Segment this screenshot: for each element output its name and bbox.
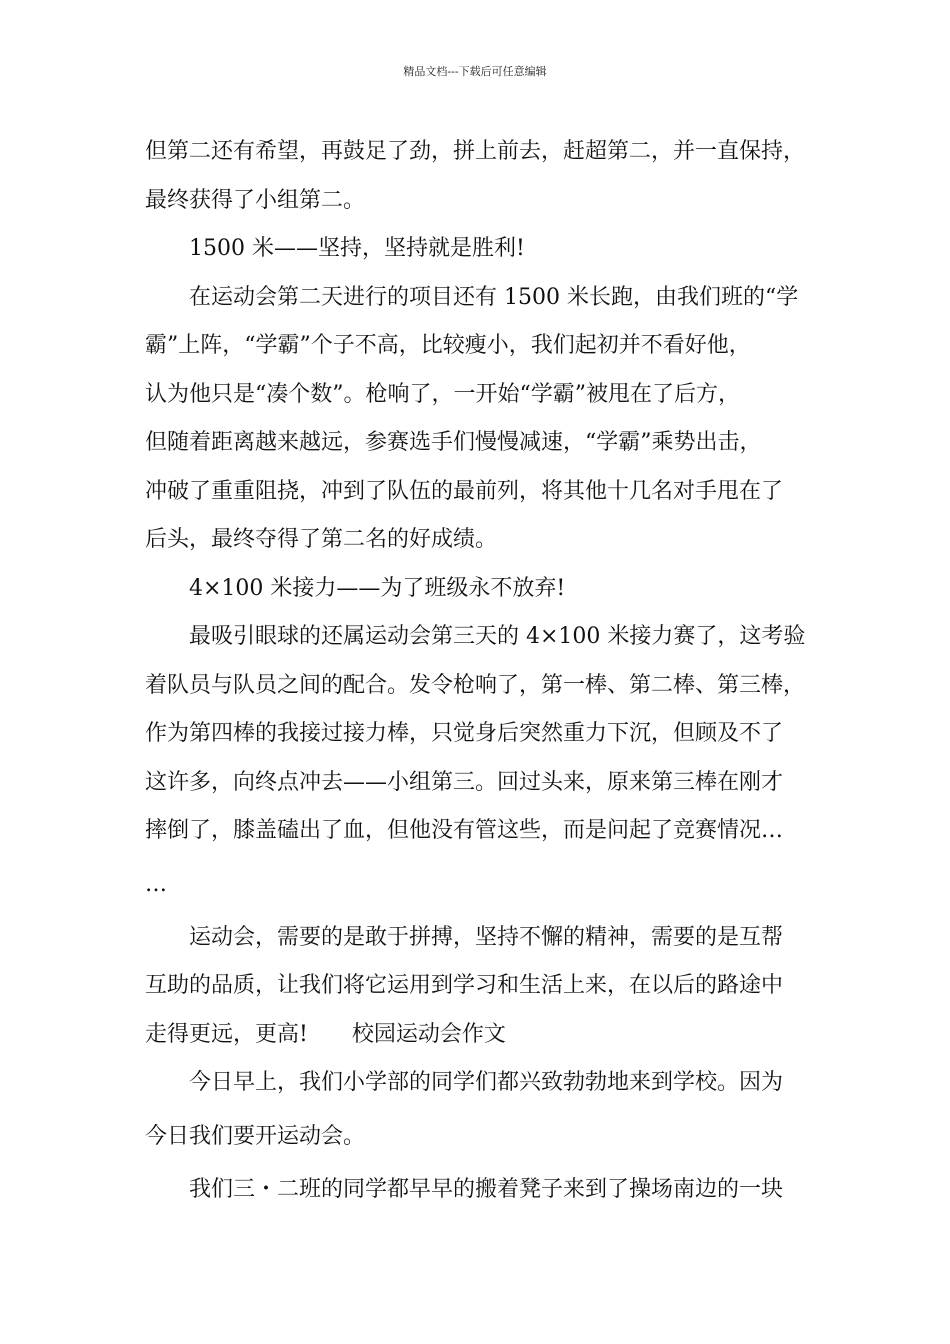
- paragraph-line: 认为他只是“凑个数”。枪响了，一开始“学霸”被甩在了后方，: [145, 381, 740, 407]
- paragraph-line: 今日我们要开运动会。: [145, 1123, 366, 1149]
- paragraph-line: 我们三・二班的同学都早早的搬着凳子来到了操场南边的一块: [189, 1176, 784, 1202]
- paragraph-line: 霸”上阵，“学霸”个子不高，比较瘦小，我们起初并不看好他，: [145, 333, 751, 358]
- paragraph-line: 互助的品质，让我们将它运用到学习和生活上来，在以后的路途中: [145, 973, 784, 998]
- paragraph-line: 冲破了重重阻挠，冲到了队伍的最前列，将其他十几名对手甩在了: [145, 478, 784, 504]
- page-header: 精品文档---下载后可任意编辑: [403, 65, 547, 78]
- paragraph-line: 今日早上，我们小学部的同学们都兴致勃勃地来到学校。因为: [189, 1070, 784, 1095]
- paragraph-line: 这许多，向终点冲去——小组第三。回过头来，原来第三棒在刚才: [145, 769, 784, 795]
- section-heading: 4×100 米接力——为了班级永不放弃!: [189, 575, 566, 601]
- paragraph-line: 在运动会第二天进行的项目还有 1500 米长跑，由我们班的“学: [189, 284, 799, 310]
- paragraph-line: 作为第四棒的我接过接力棒，只觉身后突然重力下沉，但顾及不了: [145, 721, 784, 746]
- paragraph-line: 但第二还有希望，再鼓足了劲，拼上前去，赶超第二，并一直保持，: [145, 139, 806, 164]
- paragraph-line: …: [145, 871, 167, 897]
- paragraph-line: 走得更远，更高! 校园运动会作文: [145, 1021, 506, 1047]
- section-heading: 1500 米——坚持，坚持就是胜利!: [189, 236, 525, 261]
- document-body: [145, 128, 825, 1214]
- paragraph-line: 最终获得了小组第二。: [145, 187, 366, 213]
- paragraph-line: 最吸引眼球的还属运动会第三天的 4×100 米接力赛了，这考验: [189, 624, 806, 649]
- paragraph-line: 着队员与队员之间的配合。发令枪响了，第一棒、第二棒、第三棒，: [145, 672, 806, 698]
- paragraph-line: 运动会，需要的是敢于拼搏，坚持不懈的精神，需要的是互帮: [189, 924, 784, 950]
- paragraph-line: 摔倒了，膝盖磕出了血，但他没有管这些，而是问起了竞赛情况…: [145, 818, 784, 843]
- paragraph-line: 后头，最终夺得了第二名的好成绩。: [145, 527, 498, 552]
- paragraph-line: 但随着距离越来越远，参赛选手们慢慢减速，“学霸”乘势出击，: [145, 430, 762, 455]
